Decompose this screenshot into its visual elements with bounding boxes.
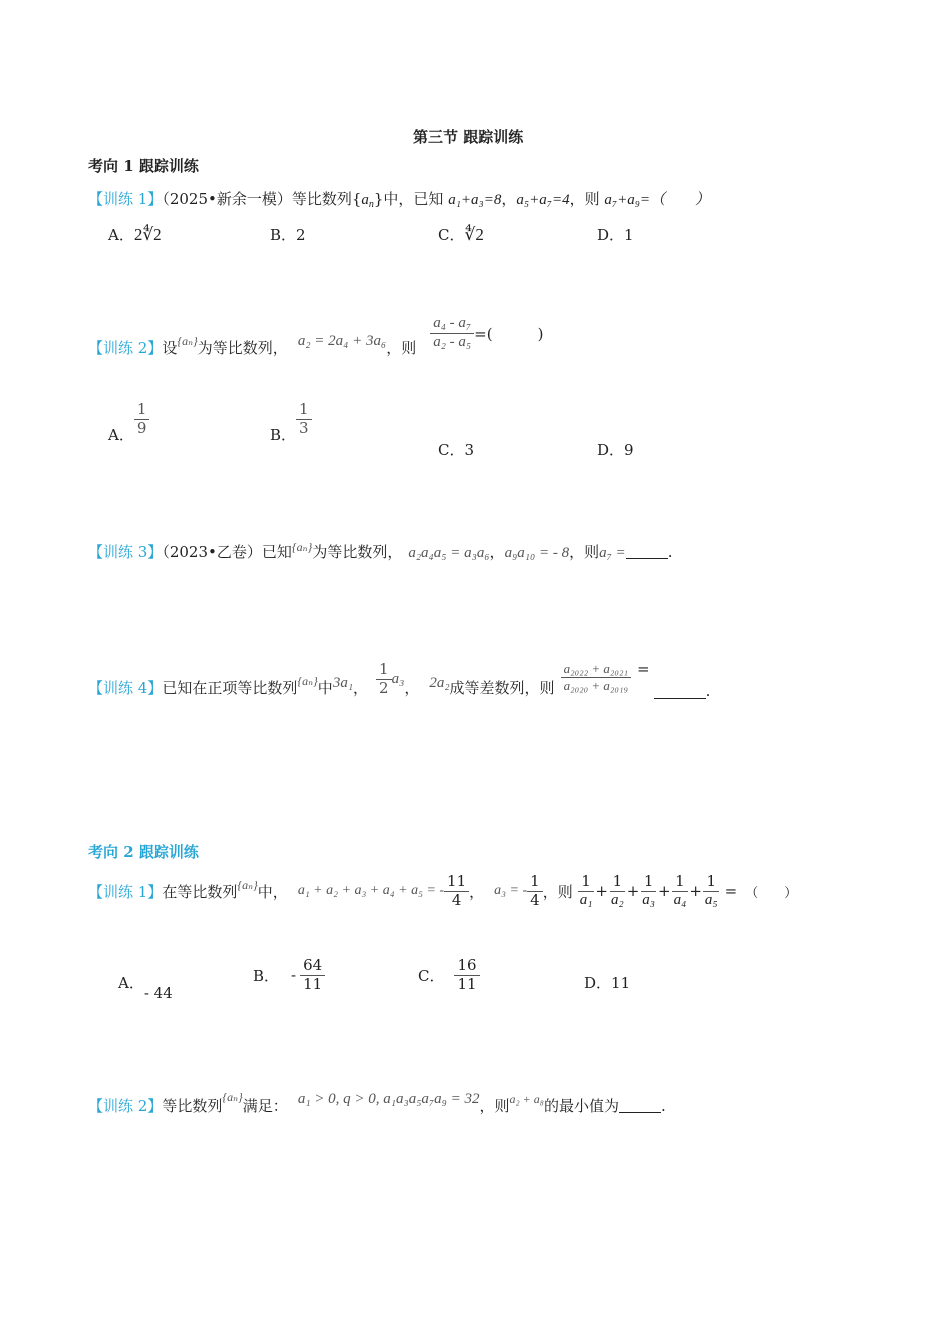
- option-value: ∜2: [464, 225, 484, 244]
- s1-q3-tag: 【训练 3】: [88, 543, 163, 561]
- s1-q4-term3: 2a₂: [429, 674, 450, 691]
- s1-q1-tag: 【训练 1】: [88, 190, 163, 208]
- s1-q4-term2-var: a₃: [391, 670, 405, 687]
- section-2-heading: 考向 2 跟踪训练: [88, 843, 199, 861]
- s2-q2-expr: a₂ + a₈: [509, 1092, 544, 1106]
- option-value: 2: [296, 226, 306, 244]
- s2-q1-cond2: a₃ = -: [494, 883, 528, 899]
- option-sign: -: [291, 966, 297, 985]
- frac-num: 64: [300, 958, 325, 976]
- s1-q4-text-a: 已知在正项等比数列: [162, 678, 298, 697]
- option-label: B．: [253, 966, 280, 985]
- frac-den: a₄: [673, 891, 687, 908]
- s1-q1-an: a: [361, 192, 369, 208]
- option-label: D．: [597, 226, 625, 244]
- s1-q3-end: .: [667, 543, 673, 561]
- section-1-heading: 考向 1 跟踪训练: [88, 157, 199, 175]
- s2-q1-sum-term2: [608, 874, 627, 909]
- s1-q3-text-a: 已知: [261, 543, 292, 561]
- s1-q4-seq: {aₙ}: [297, 673, 318, 688]
- s2-q2-text-b: 满足：: [242, 1097, 288, 1115]
- option-value: - 44: [143, 984, 173, 1002]
- option-fraction: [300, 958, 325, 993]
- s2-q2-stem: [88, 1090, 666, 1116]
- s2-q1-sum-term5: [702, 874, 721, 909]
- frac-den: 11: [457, 974, 477, 993]
- s1-q4-text-c: 成等差数列，则: [449, 678, 555, 697]
- s1-q2-option-c: [438, 439, 474, 460]
- s2-q1-tag: 【训练 1】: [88, 882, 163, 901]
- frac-den: a₂₀₂₀ + a₂₀₁₉: [563, 677, 628, 693]
- frac-num: 1: [376, 662, 392, 680]
- s2-q1-frac2: [527, 874, 543, 909]
- s1-q4-text-b: 中: [317, 678, 333, 697]
- s1-q3-sep: ，: [489, 543, 505, 561]
- answer-blank[interactable]: [654, 684, 706, 699]
- option-fraction: [454, 958, 479, 993]
- answer-blank[interactable]: [619, 1098, 661, 1113]
- s1-q4-sep2: ，: [404, 678, 420, 697]
- s2-q1-eq: =: [724, 882, 738, 901]
- s1-q4-stem: [88, 660, 711, 705]
- s1-q1-cond1: a₁+a₃=8: [448, 192, 502, 208]
- plus-sign: +: [626, 882, 640, 901]
- frac-num: 16: [454, 958, 479, 976]
- frac-den: 9: [136, 418, 147, 437]
- s2-q1-text-b: 中，: [257, 882, 288, 901]
- frac-num: a₄ - a₇: [430, 316, 474, 334]
- s1-q3-source: （2023•乙卷）: [162, 543, 262, 561]
- plus-sign: +: [595, 882, 608, 901]
- plus-sign: +: [689, 882, 702, 901]
- s1-q2-text-c: ，则: [386, 338, 417, 357]
- option-label: D．: [597, 441, 625, 459]
- s1-q1-cond2: a₅+a₇=4: [516, 192, 570, 208]
- s1-q3-ask: a₇ =: [599, 545, 626, 561]
- option-label: C．: [418, 966, 445, 985]
- frac-num: 1: [578, 874, 594, 892]
- frac-num: 11: [444, 874, 469, 892]
- s2-q1-option-d: [584, 972, 630, 993]
- s2-q1-sum-term3: [639, 874, 658, 909]
- option-label: B．: [270, 226, 297, 244]
- s1-q3-text-b: 为等比数列，: [312, 543, 403, 561]
- option-value: 3: [464, 441, 475, 459]
- frac-den: 4: [451, 890, 462, 909]
- frac-den: a₁: [579, 891, 593, 908]
- s1-q2-option-d: [597, 439, 634, 460]
- s1-q4-end: .: [705, 682, 711, 701]
- s1-q1-ask: a₇+a₉=（ ）: [604, 192, 711, 208]
- frac-den: a₅: [704, 891, 718, 908]
- frac-num: 1: [296, 402, 312, 420]
- frac-num: 1: [610, 874, 626, 892]
- s1-q3-cond1: a₂a₄a₅ = a₃a₆: [408, 545, 490, 561]
- s1-q2-seq: {aₙ}: [177, 333, 198, 348]
- frac-num: a₂₀₂₂ + a₂₀₂₁: [561, 662, 631, 678]
- s1-q4-term1: 3a₁: [332, 674, 354, 691]
- s2-q1-cond1: a₁ + a₂ + a₃ + a₄ + a₅ = -: [297, 883, 445, 899]
- frac-den: a₃: [642, 891, 656, 908]
- s2-q2-text-c: ，则: [479, 1097, 510, 1115]
- s2-q1-option-a: [118, 972, 173, 1002]
- option-value: 2∜2: [133, 225, 162, 244]
- s2-q1-text-c: ，则: [542, 882, 573, 901]
- option-label: A．: [108, 226, 134, 244]
- s1-q4-tag: 【训练 4】: [88, 678, 163, 697]
- option-value: 9: [624, 441, 634, 459]
- s2-q1-sum-term4: [671, 874, 690, 909]
- s1-q2-text-b: 为等比数列，: [197, 338, 288, 357]
- s1-q3-stem: [88, 541, 672, 562]
- s1-q1-option-a: [108, 224, 162, 245]
- s1-q4-fraction: [561, 662, 631, 692]
- s1-q2-tail: =( ): [474, 324, 544, 343]
- s1-q4-sep1: ，: [353, 678, 369, 697]
- s1-q2-tag: 【训练 2】: [88, 338, 163, 357]
- s1-q1-stem: [88, 188, 710, 210]
- frac-num: 1: [641, 874, 657, 892]
- s1-q1-an-sub: n: [368, 199, 374, 210]
- option-value: 1: [624, 226, 634, 244]
- s2-q1-text-a: 在等比数列: [162, 882, 238, 901]
- s1-q2-option-b: [270, 400, 312, 445]
- s1-q1-option-b: [270, 224, 306, 245]
- s1-q1-text-c: ，则: [569, 190, 605, 208]
- s1-q1-option-c: [438, 224, 484, 245]
- s1-q1-sep: ，: [501, 190, 517, 208]
- s1-q1-text-a: 等比数列{: [291, 190, 362, 208]
- s2-q1-stem: [88, 874, 797, 909]
- s2-q1-option-c: [418, 958, 480, 993]
- option-label: D．: [584, 974, 612, 992]
- s2-q1-paren: （ ）: [745, 885, 798, 901]
- option-value: 11: [611, 974, 631, 992]
- plus-sign: +: [658, 882, 671, 901]
- answer-blank[interactable]: [626, 544, 668, 559]
- frac-den: a₂: [611, 891, 624, 908]
- option-label: A．: [118, 974, 144, 992]
- option-label: C．: [438, 441, 465, 459]
- s1-q2-stem: [88, 315, 544, 365]
- frac-num: 1: [703, 874, 719, 892]
- s1-q3-seq: {aₙ}: [291, 540, 313, 554]
- frac-den: 2: [379, 678, 389, 697]
- frac-den: 3: [299, 418, 309, 437]
- s1-q3-text-c: ，则: [569, 543, 600, 561]
- s1-q2-text-a: 设: [162, 338, 178, 357]
- s1-q2-cond: a₂ = 2a₄ + 3a₆: [297, 332, 387, 349]
- s2-q2-text-a: 等比数列: [162, 1097, 223, 1115]
- frac-den: 11: [303, 974, 323, 993]
- s1-q1-option-d: [597, 224, 634, 245]
- s1-q1-text-b: }中，已知: [373, 190, 449, 208]
- s1-q1-source: （2025•新余一模）: [162, 190, 292, 208]
- s2-q2-cond: a₁ > 0, q > 0, a₁a₃a₅a₇a₉ = 32: [297, 1091, 480, 1107]
- frac-den: 4: [530, 890, 540, 909]
- s2-q1-sep: ，: [469, 882, 485, 901]
- option-fraction: [296, 402, 312, 437]
- s2-q1-seq: {aₙ}: [237, 877, 258, 892]
- frac-den: a₂ - a₅: [433, 333, 472, 350]
- option-fraction: [134, 402, 150, 437]
- s2-q1-option-b: [253, 958, 325, 993]
- page-title: 第三节 跟踪训练: [413, 128, 524, 146]
- s1-q2-fraction: [430, 316, 474, 351]
- frac-num: 1: [134, 402, 150, 420]
- frac-num: 1: [672, 874, 688, 892]
- s2-q2-end: .: [660, 1096, 666, 1115]
- option-label: C．: [438, 226, 465, 244]
- option-label: B．: [270, 425, 297, 444]
- s1-q3-cond2: a₉a₁₀ = - 8: [504, 545, 570, 561]
- s2-q1-sum-term1: [577, 874, 596, 909]
- s1-q4-half: [376, 662, 392, 697]
- frac-num: 1: [527, 874, 543, 892]
- s2-q1-frac1: [444, 874, 469, 909]
- s2-q2-tag: 【训练 2】: [88, 1097, 163, 1115]
- s1-q4-eq: =: [637, 660, 650, 679]
- s2-q2-text-d: 的最小值为: [543, 1097, 619, 1115]
- s2-q2-seq: {aₙ}: [222, 1090, 243, 1104]
- option-label: A．: [108, 425, 134, 444]
- s1-q2-option-a: [108, 400, 149, 445]
